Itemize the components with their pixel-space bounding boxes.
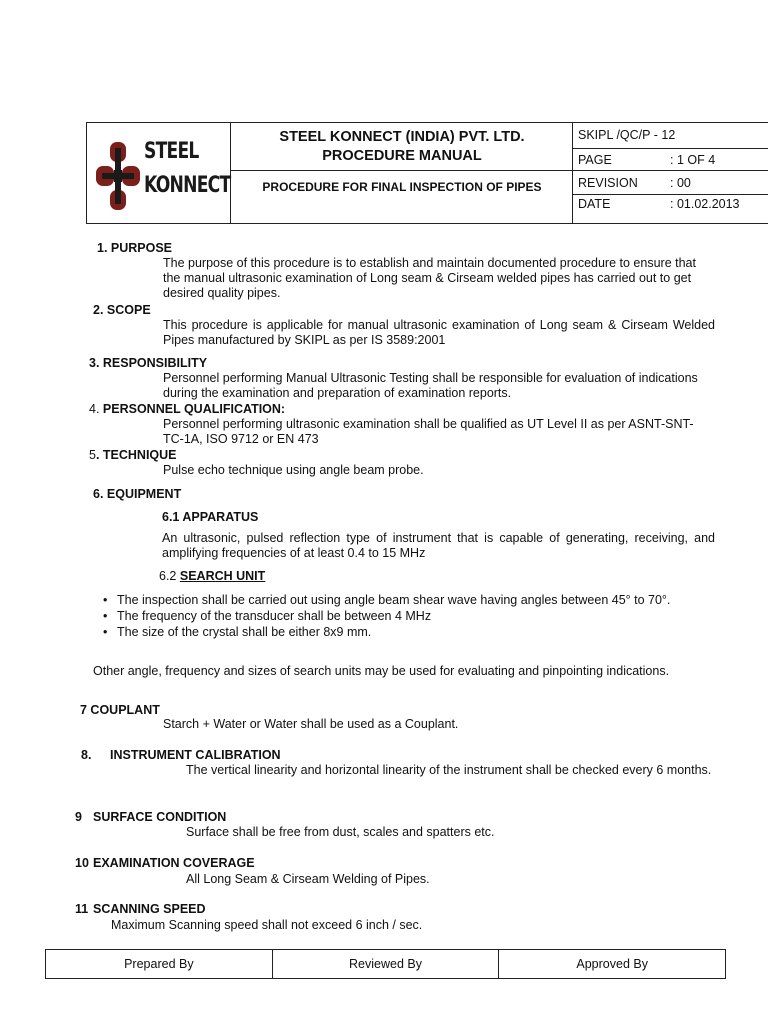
section-coverage-heading: EXAMINATION COVERAGE	[93, 856, 255, 870]
company-logo	[96, 136, 231, 212]
section-scanning-number: 11	[75, 902, 89, 916]
section-couplant-heading: 7 COUPLANT	[80, 703, 160, 717]
manual-name: PROCEDURE MANUAL	[322, 148, 482, 164]
section-qualification-heading	[89, 402, 285, 417]
section-coverage-body: All Long Seam & Cirseam Welding of Pipes.	[186, 872, 430, 886]
bullet-text: The inspection shall be carried out using angle beam shear wave having angles between 45° to 70°.	[117, 593, 671, 607]
reviewed-by-cell: Reviewed By	[272, 950, 499, 978]
section-equipment-heading: 6. EQUIPMENT	[93, 487, 182, 501]
revision-value: : 00	[670, 176, 691, 190]
bullet-icon: •	[103, 625, 108, 639]
section-technique-number: 5	[89, 448, 96, 462]
section-search-unit-number: 6.2	[159, 569, 177, 583]
section-coverage-number: 10	[75, 856, 89, 870]
meta-row-divider-3	[572, 194, 768, 195]
list-item	[103, 609, 715, 624]
list-item	[103, 593, 715, 608]
section-purpose-heading: 1. PURPOSE	[97, 241, 173, 255]
search-unit-bullet-list	[103, 593, 715, 640]
section-scope-body: This procedure is applicable for manual ultrasonic examination of Long seam & Cirseam Welded Pipes manufactured by SKIPL as per IS 3589:2001	[163, 318, 715, 347]
section-scope-heading: 2. SCOPE	[93, 303, 151, 317]
section-scanning-body: Maximum Scanning speed shall not exceed 6 inch / sec.	[111, 918, 423, 932]
section-surface-number: 9	[75, 810, 82, 824]
section-couplant-body: Starch + Water or Water shall be used as a Couplant.	[163, 717, 459, 731]
header-bottom-border	[86, 223, 768, 224]
logo-word-steel: STEEL	[144, 139, 199, 164]
section-technique-body: Pulse echo technique using angle beam probe.	[163, 463, 424, 477]
document-header	[86, 122, 768, 224]
section-qualification-title: PERSONNEL QUALIFICATION:	[102, 402, 286, 416]
company-heading	[232, 128, 572, 166]
logo-word-konnect: KONNECT	[144, 173, 231, 198]
revision-label: REVISION	[578, 176, 638, 190]
header-left-border	[86, 122, 87, 224]
search-unit-note: Other angle, frequency and sizes of search units may be used for evaluating and pinpointing indications.	[93, 664, 670, 678]
bullet-icon: •	[103, 593, 108, 607]
bullet-text: The size of the crystal shall be either 8x9 mm.	[117, 625, 372, 639]
section-qualification-body: Personnel performing ultrasonic examination shall be qualified as UT Level II as per ASNT-SNT-TC-1A, ISO 9712 or EN 473	[163, 417, 694, 446]
bullet-text: The frequency of the transducer shall be between 4 MHz	[117, 609, 432, 623]
section-calibration-body: The vertical linearity and horizontal linearity of the instrument shall be checked every 6 months.	[186, 763, 712, 777]
section-apparatus-body: An ultrasonic, pulsed reflection type of instrument that is capable of generating, receiving, and amplifying frequencies of at least 0.4 to 15 MHz	[162, 531, 715, 560]
page-value: : 1 OF 4	[670, 153, 716, 167]
section-purpose-body: The purpose of this procedure is to establish and maintain documented procedure to ensure that the manual ultrasonic examination of Long seam & Cirseam welded pipes has carried out to get desired quality pipes.	[163, 256, 696, 300]
header-title-divider	[230, 170, 572, 171]
procedure-title: PROCEDURE FOR FINAL INSPECTION OF PIPES	[262, 180, 542, 194]
company-name: STEEL KONNECT (INDIA) PVT. LTD.	[279, 129, 525, 145]
list-item	[103, 625, 715, 640]
section-technique-title: . TECHNIQUE	[95, 448, 177, 462]
section-qualification-number: 4.	[89, 402, 100, 416]
bullet-icon: •	[103, 609, 108, 623]
meta-row-divider-1	[572, 148, 768, 149]
section-surface-heading: SURFACE CONDITION	[93, 810, 227, 824]
section-technique-heading	[89, 448, 177, 463]
logo-emblem-icon	[96, 140, 140, 212]
section-responsibility-heading: 3. RESPONSIBILITY	[89, 356, 208, 370]
section-responsibility-body: Personnel performing Manual Ultrasonic Testing shall be responsible for evaluation of indications during the examination and preparation of examination reports.	[163, 371, 698, 400]
section-search-unit-title: SEARCH UNIT	[179, 569, 266, 583]
approved-by-cell: Approved By	[498, 950, 725, 978]
date-label: DATE	[578, 197, 611, 211]
section-calibration-heading: INSTRUMENT CALIBRATION	[110, 748, 281, 762]
section-calibration-number: 8.	[81, 748, 92, 762]
date-value: : 01.02.2013	[670, 197, 740, 211]
section-apparatus-heading: 6.1 APPARATUS	[162, 510, 259, 524]
header-top-border	[86, 122, 768, 123]
page-label: PAGE	[578, 153, 612, 167]
prepared-by-cell: Prepared By	[124, 957, 194, 971]
section-scanning-heading: SCANNING SPEED	[93, 902, 206, 916]
section-search-unit-heading	[159, 569, 265, 584]
document-number: SKIPL /QC/P - 12	[578, 128, 676, 142]
header-meta-divider	[572, 122, 573, 224]
approval-table	[45, 949, 726, 979]
section-surface-body: Surface shall be free from dust, scales and spatters etc.	[186, 825, 495, 839]
meta-row-divider-2	[572, 170, 768, 171]
